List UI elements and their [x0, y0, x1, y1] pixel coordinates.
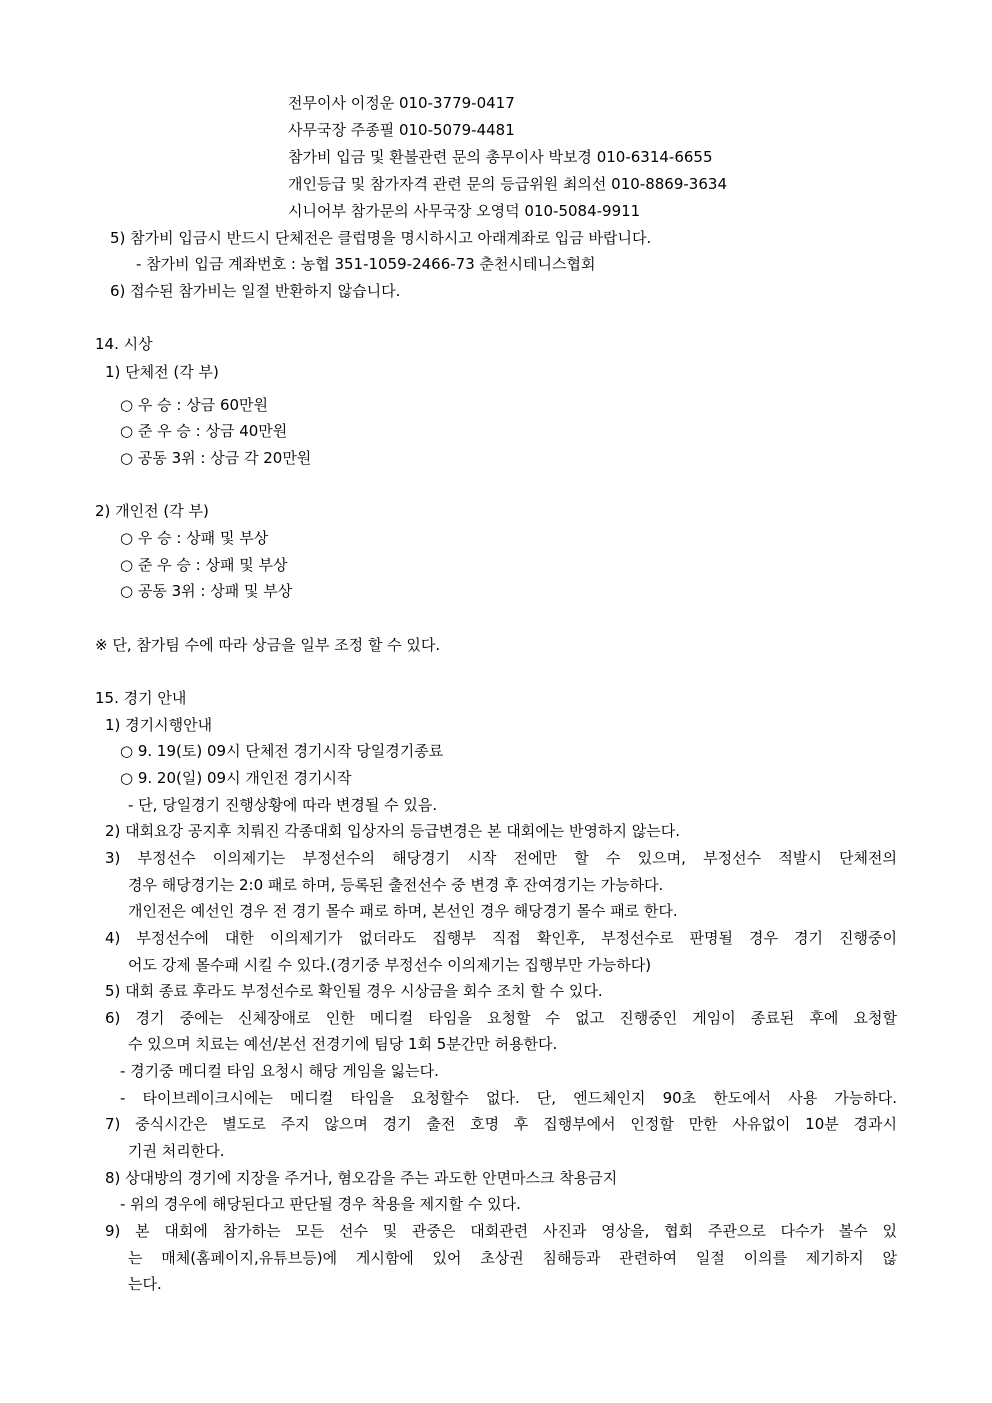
individual-award-item: ○ 우 승 : 상패 및 부상 [120, 529, 269, 547]
rule-6-line: 수 있으며 치료는 예선/본선 전경기에 팀당 1회 5분간만 허용한다. [128, 1035, 558, 1053]
rule-9-line: 는 매체(홈페이지,유튜브등)에 게시함에 있어 초상권 침해등과 관련하여 일절 이의를 제기하지 않 [128, 1249, 897, 1267]
contact-line: 전무이사 이정운 010-3779-0417 [288, 94, 515, 112]
rule-4-line: 4) 부정선수에 대한 이의제기가 없더라도 집행부 직접 확인후, 부정선수로 판명될 경우 경기 진행중이 [105, 929, 897, 947]
item-5-deposit-notice: 5) 참가비 입금시 반드시 단체전은 클럽명을 명시하시고 아래계좌로 입금 바랍니다. [110, 229, 652, 247]
rule-7-line: 기권 처리한다. [128, 1142, 225, 1160]
rule-7-line: 7) 중식시간은 별도로 주지 않으며 경기 출전 호명 후 집행부에서 인정할 만한 사유없이 10분 경과시 [105, 1115, 897, 1133]
rule-6-line: 6) 경기 중에는 신체장애로 인한 메디컬 타임을 요청할 수 없고 진행중인 게임이 종료된 후에 요청할 [105, 1009, 897, 1027]
team-award-item: ○ 준 우 승 : 상금 40만원 [120, 422, 288, 440]
rule-2: 2) 대회요강 공지후 치뤄진 각종대회 입상자의 등급변경은 본 대회에는 반영하지 않는다. [105, 822, 680, 840]
contact-line: 참가비 입금 및 환불관련 문의 총무이사 박보경 010-6314-6655 [288, 148, 713, 166]
schedule-heading: 1) 경기시행안내 [105, 716, 213, 734]
schedule-item: ○ 9. 20(일) 09시 개인전 경기시작 [120, 769, 352, 787]
rule-3-line: 3) 부정선수 이의제기는 부정선수의 해당경기 시작 전에만 할 수 있으며, 부정선수 적발시 단체전의 [105, 849, 897, 867]
rule-9-line: 9) 본 대회에 참가하는 모든 선수 및 관중은 대회관련 사진과 영상을, 협회 주관으로 다수가 볼수 있 [105, 1222, 897, 1240]
rule-8: 8) 상대방의 경기에 지장을 주거나, 혐오감을 주는 과도한 안면마스크 착용금지 [105, 1169, 618, 1187]
rule-6-note: - 경기중 메디컬 타임 요청시 해당 게임을 잃는다. [120, 1062, 439, 1080]
team-award-heading: 1) 단체전 (각 부) [105, 363, 219, 381]
rule-3-line: 개인전은 예선인 경우 전 경기 몰수 패로 하며, 본선인 경우 해당경기 몰수 패로 한다. [128, 902, 678, 920]
schedule-note: - 단, 당일경기 진행상황에 따라 변경될 수 있음. [128, 796, 438, 814]
individual-award-item: ○ 준 우 승 : 상패 및 부상 [120, 556, 288, 574]
team-award-item: ○ 공동 3위 : 상금 각 20만원 [120, 449, 312, 467]
schedule-item: ○ 9. 19(토) 09시 단체전 경기시작 당일경기종료 [120, 742, 444, 760]
rule-8-note: - 위의 경우에 해당된다고 판단될 경우 착용을 제지할 수 있다. [120, 1195, 521, 1213]
rule-5: 5) 대회 종료 후라도 부정선수로 확인될 경우 시상금을 회수 조치 할 수 있다. [105, 982, 603, 1000]
section-15-title: 15. 경기 안내 [95, 689, 187, 707]
individual-award-heading: 2) 개인전 (각 부) [95, 502, 209, 520]
rule-4-line: 어도 강제 몰수패 시킬 수 있다.(경기중 부정선수 이의제기는 집행부만 가능하다) [128, 956, 652, 974]
rule-9-line: 는다. [128, 1275, 162, 1293]
section-14-title: 14. 시상 [95, 335, 153, 353]
item-6-refund-notice: 6) 접수된 참가비는 일절 반환하지 않습니다. [110, 282, 401, 300]
contact-line: 시니어부 참가문의 사무국장 오영덕 010-5084-9911 [288, 202, 641, 220]
rule-3-line: 경우 해당경기는 2:0 패로 하며, 등록된 출전선수 중 변경 후 잔여경기는 가능하다. [128, 876, 664, 894]
prize-adjust-note: ※ 단, 참가팀 수에 따라 상금을 일부 조정 할 수 있다. [95, 636, 441, 654]
individual-award-item: ○ 공동 3위 : 상패 및 부상 [120, 582, 293, 600]
item-5-account-number: - 참가비 입금 계좌번호 : 농협 351-1059-2466-73 춘천시테니스협회 [136, 255, 596, 273]
contact-line: 개인등급 및 참가자격 관련 문의 등급위원 최의선 010-8869-3634 [288, 175, 727, 193]
rule-6-note: - 타이브레이크시에는 메디컬 타임을 요청할수 없다. 단, 엔드체인지 90초 한도에서 사용 가능하다. [120, 1089, 897, 1107]
team-award-item: ○ 우 승 : 상금 60만원 [120, 396, 269, 414]
contact-line: 사무국장 주종필 010-5079-4481 [288, 121, 515, 139]
